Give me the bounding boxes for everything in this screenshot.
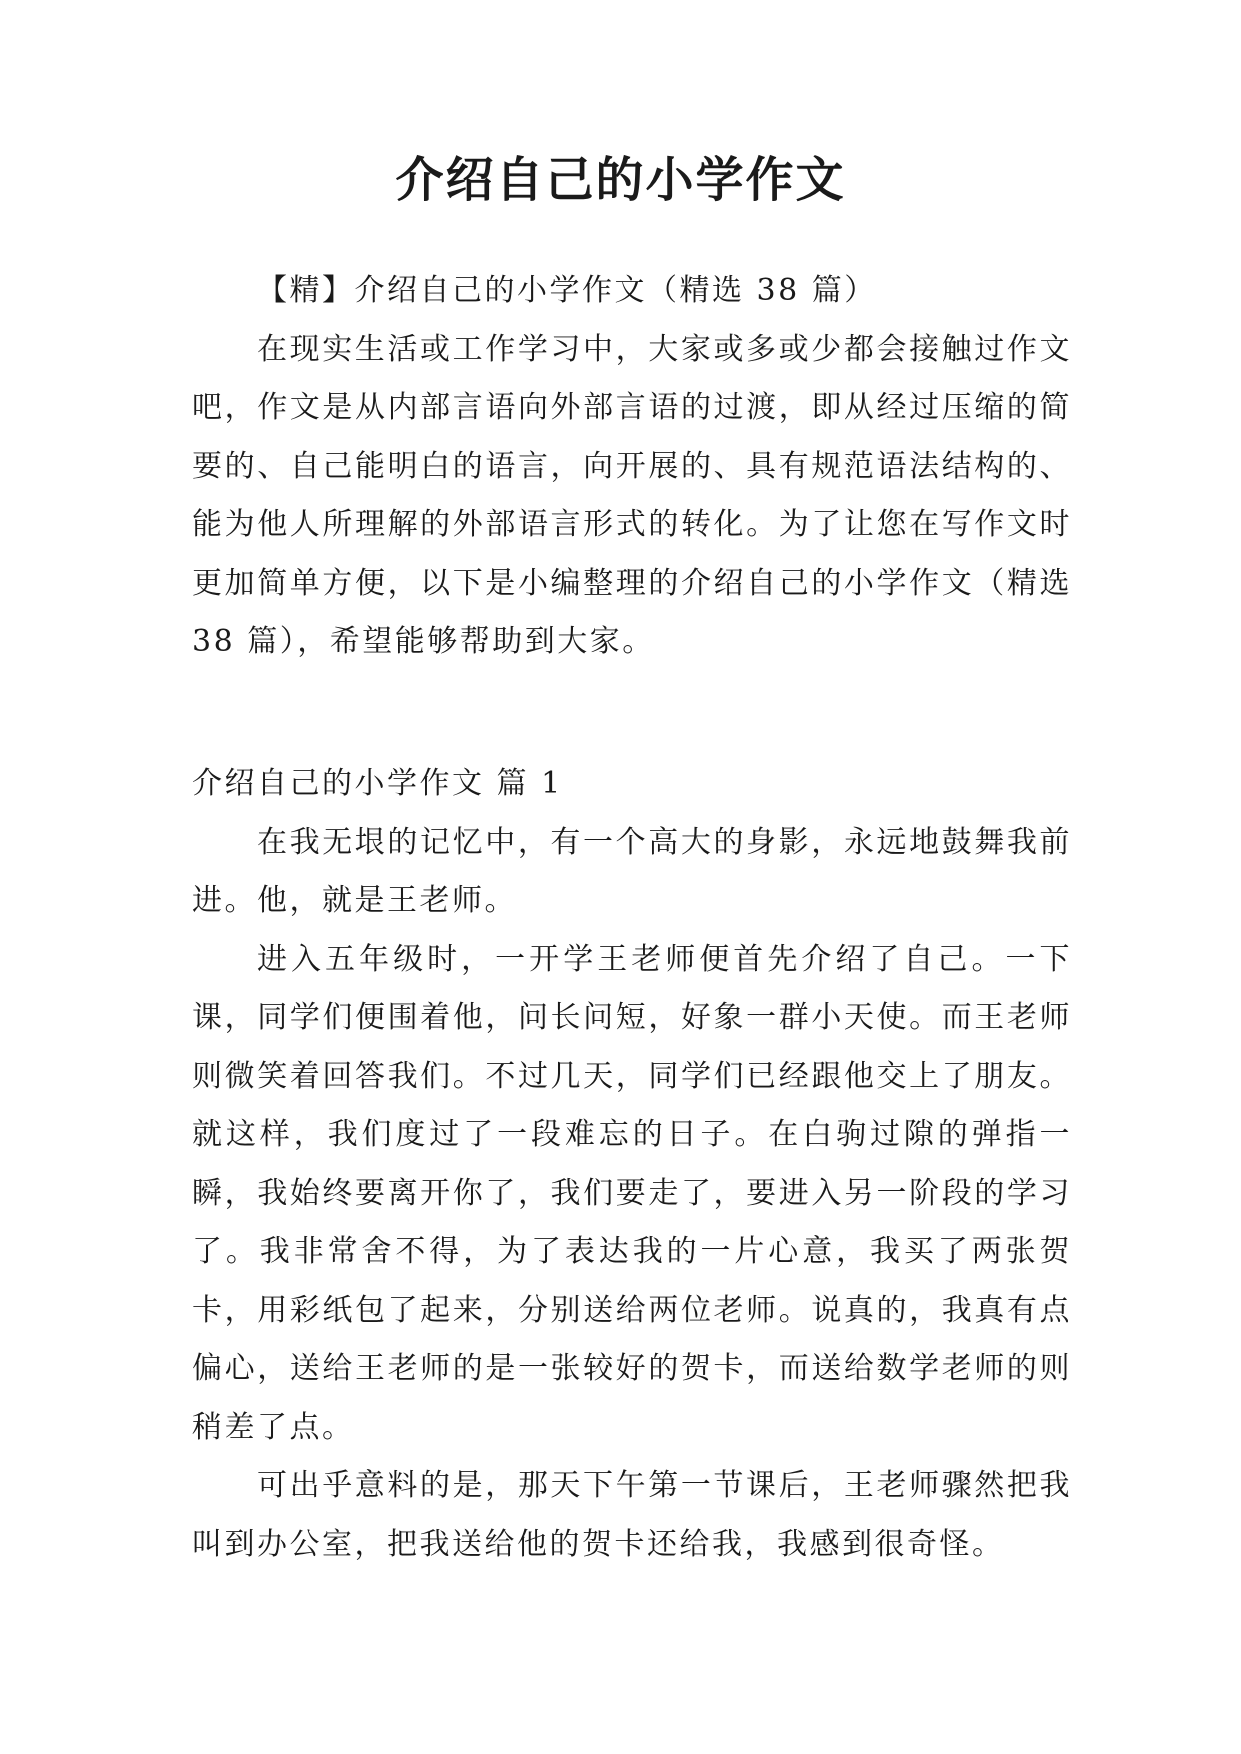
essay-paragraph-2: 进入五年级时，一开学王老师便首先介绍了自己。一下课，同学们便围着他，问长问短，好象一群小天使。而王老师则微笑着回答我们。不过几天，同学们已经跟他交上了朋友。就这样，我们度过了一段难忘的日子。在白驹过隙的弹指一瞬，我始终要离开你了，我们要走了，要进入另一阶段的学习了。我非常舍不得，为了表达我的一片心意，我买了两张贺卡，用彩纸包了起来，分别送给两位老师。说真的，我真有点偏心，送给王老师的是一张较好的贺卡，而送给数学老师的则稍差了点。 bbox=[192, 941, 1072, 1445]
intro-paragraph: 在现实生活或工作学习中，大家或多或少都会接触过作文吧，作文是从内部言语向外部言语的过渡，即从经过压缩的简要的、自己能明白的语言，向开展的、具有规范语法结构的、能为他人所理解的外部语言形式的转化。为了让您在写作文时更加简单方便，以下是小编整理的介绍自己的小学作文（精选 38 篇），希望能够帮助到大家。 bbox=[192, 331, 1072, 659]
intro-block bbox=[192, 262, 1072, 672]
essay-block bbox=[192, 755, 1072, 1574]
section-heading: 介绍自己的小学作文 篇 1 bbox=[192, 766, 563, 801]
document-subtitle: 【精】介绍自己的小学作文（精选 38 篇） bbox=[257, 273, 877, 308]
document-title: 介绍自己的小学作文 bbox=[395, 152, 846, 208]
essay-paragraph-3: 可出乎意料的是，那天下午第一节课后，王老师骤然把我叫到办公室，把我送给他的贺卡还给我，我感到很奇怪。 bbox=[192, 1468, 1072, 1562]
essay-paragraph-1: 在我无垠的记忆中，有一个高大的身影，永远地鼓舞我前进。他，就是王老师。 bbox=[192, 824, 1072, 918]
